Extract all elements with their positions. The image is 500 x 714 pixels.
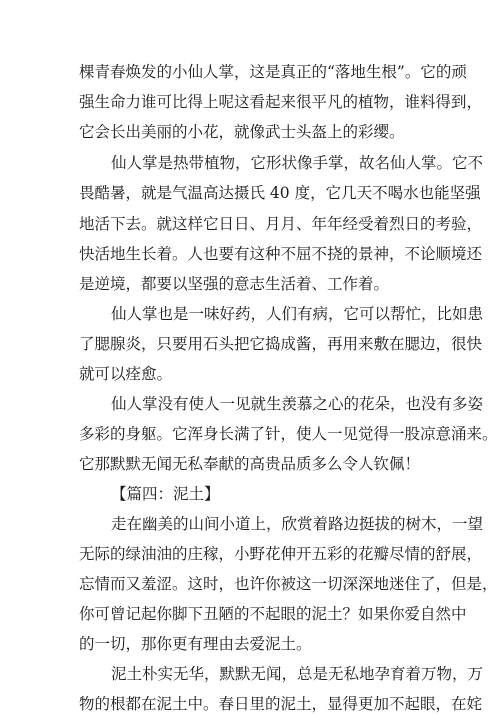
text-line: 无际的绿油油的庄稼，小野花伸开五彩的花瓣尽情的舒展， [79,545,483,563]
text-line: 泥土朴实无华，默默无闻，总是无私地孕育着万物，万 [111,665,484,683]
text-line: 仙人掌也是一味好药，人们有病，它可以帮忙，比如患 [111,305,484,323]
text-line: 它那默默无闻无私奉献的高贵品质多么令人钦佩！ [79,455,421,473]
text-line: 畏酷暑，就是气温高达摄氏 40 度，它几天不喝水也能坚强 [79,184,481,202]
text-line: 你可曾记起你脚下丑陋的不起眼的泥土？如果你爱自然中 [79,605,467,623]
text-line: 走在幽美的山间小道上，欣赏着路边挺拔的树木，一望 [111,515,484,533]
section-heading: 【篇四：泥土】 [111,485,220,503]
text-line: 仙人掌没有使人一见就生羡慕之心的花朵，也没有多姿 [111,395,484,413]
text-line: 强生命力谁可比得上呢这看起来很平凡的植物，谁料得到， [79,93,483,111]
text-line: 快活地生长着。人也要有这种不屈不挠的景神，不论顺境还 [79,245,483,263]
text-line: 仙人掌是热带植物，它形状像手掌，故名仙人掌。它不 [111,154,484,172]
text-line: 它会长出美丽的小花，就像武士头盔上的彩缨。 [79,123,405,141]
text-line: 是逆境，都要以坚强的意志生活着、工作着。 [79,275,390,293]
text-line: 就可以痊愈。 [79,365,173,383]
text-line: 的一切，那你更有理由去爱泥土。 [79,635,312,653]
text-line: 了腮腺炎，只要用石头把它捣成酱，再用来敷在腮边，很快 [79,335,483,353]
text-line: 地活下去。就这样它日日、月月、年年经受着烈日的考验， [79,215,483,233]
text-line: 多彩的身躯。它浑身长满了针，使人一见觉得一股凉意涌来。 [79,425,498,443]
text-line: 物的根都在泥土中。春日里的泥土，显得更加不起眼，在姹 [79,695,483,713]
text-line: 忘情而又羞涩。这时，也许你被这一切深深地迷住了，但是， [79,575,498,593]
text-line: 棵青春焕发的小仙人掌，这是真正的“落地生根”。它的顽 [79,63,467,81]
